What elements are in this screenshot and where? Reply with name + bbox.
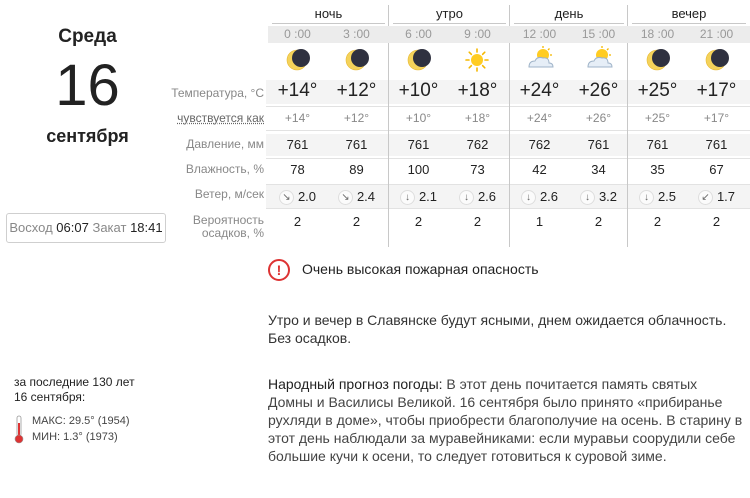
hour-7: 21 :00: [699, 27, 734, 41]
folk-text: В этот день почитается память святых Домны и Василисы Великой. 16 сентября было принято «прибиранье рухляди в доме», чтобы приобрести благополучие на осень. В старину в этот день наблюдали за муравейниками: если муравьи соорудили себе большие кучи к осени, то следует готовиться к суровой зиме.: [268, 376, 743, 464]
wind-direction-icon: ↘: [279, 190, 294, 205]
pressure-value: 762: [466, 137, 489, 152]
precip-value: 2: [473, 214, 482, 229]
row-divider: [266, 130, 750, 131]
hour-2: 6 :00: [405, 27, 432, 41]
row-label-precip: Вероятность: [192, 213, 264, 227]
wind-speed: 3.2: [598, 189, 618, 204]
wind-direction-icon: ↓: [580, 190, 595, 205]
precip-value: 2: [594, 214, 603, 229]
wind-speed: 1.7: [716, 189, 736, 204]
humidity-value: 34: [591, 162, 606, 177]
row-label-wind: Ветер, м/сек: [194, 187, 264, 201]
wind-value: [510, 189, 569, 205]
row-label-feel: чувствуется как: [177, 111, 264, 125]
thermometer-icon: [14, 415, 24, 445]
wind-direction-icon: ↘: [338, 190, 353, 205]
moon-icon: [400, 45, 436, 75]
feel-value: +12°: [343, 111, 370, 125]
wind-speed: 2.1: [418, 189, 438, 204]
temp-value: +25°: [637, 80, 678, 101]
month: сентября: [46, 126, 129, 146]
period-underline: [632, 23, 746, 24]
wind-value: [389, 189, 448, 205]
wind-speed: 2.6: [539, 189, 559, 204]
fire-alert: [268, 258, 743, 281]
wind-speed: 2.6: [477, 189, 497, 204]
wind-value: [327, 189, 386, 205]
precip-value: 2: [414, 214, 423, 229]
hour-5: 15 :00: [581, 27, 616, 41]
sun-cloud-icon: [580, 45, 616, 75]
warning-icon: !: [268, 259, 290, 281]
humidity-value: 100: [407, 162, 430, 177]
pressure-value: 761: [587, 137, 610, 152]
hour-3: 9 :00: [464, 27, 491, 41]
temp-value: +12°: [336, 80, 377, 101]
period-underline: [272, 23, 385, 24]
temp-value: +17°: [696, 80, 737, 101]
temp-value: +26°: [578, 80, 619, 101]
row-label-temp: Температура, °C: [171, 86, 264, 100]
precip-value: 2: [352, 214, 361, 229]
wind-direction-icon: ↓: [459, 190, 474, 205]
moon-icon: [639, 45, 675, 75]
sun-cloud-icon: [521, 45, 557, 75]
history-line2: 16 сентября:: [14, 390, 86, 404]
feel-value: +24°: [526, 111, 553, 125]
wind-direction-icon: ↓: [521, 190, 536, 205]
pressure-value: 761: [407, 137, 430, 152]
weekday: Среда: [58, 26, 117, 47]
wind-value: [448, 189, 507, 205]
humidity-value: 73: [470, 162, 485, 177]
pressure-value: 761: [646, 137, 669, 152]
feel-value: +18°: [464, 111, 491, 125]
wind-value: [268, 189, 327, 205]
humidity-value: 67: [709, 162, 724, 177]
folk-forecast: [268, 375, 743, 465]
weather-description: Утро и вечер в Славянске будут ясными, днем ожидается облачность. Без осадков.: [268, 312, 727, 346]
row-label-humidity: Влажность, %: [185, 162, 264, 176]
row-divider: [266, 184, 750, 185]
period-underline: [514, 23, 624, 24]
row-divider: [266, 208, 750, 209]
hour-1: 3 :00: [343, 27, 370, 41]
feel-value: +26°: [585, 111, 612, 125]
precip-value: 1: [535, 214, 544, 229]
humidity-value: 89: [349, 162, 364, 177]
pressure-value: 762: [528, 137, 551, 152]
wind-direction-icon: ↓: [400, 190, 415, 205]
alert-text: Очень высокая пожарная опасность: [302, 261, 539, 277]
precip-value: 2: [712, 214, 721, 229]
moon-icon: [279, 45, 315, 75]
wind-speed: 2.4: [356, 189, 376, 204]
sunrise-time: 06:07: [56, 220, 89, 235]
moon-icon: [698, 45, 734, 75]
wind-speed: 2.0: [297, 189, 317, 204]
period-underline: [393, 23, 506, 24]
row-divider: [266, 106, 750, 107]
row-label-pressure: Давление, мм: [186, 137, 264, 151]
history-line1: за последние 130 лет: [14, 375, 135, 389]
sun-icon: [459, 45, 495, 75]
wind-value: [569, 189, 628, 205]
humidity-value: 78: [290, 162, 305, 177]
humidity-value: 42: [532, 162, 547, 177]
temp-value: +18°: [457, 80, 498, 101]
precip-value: 2: [653, 214, 662, 229]
sunset-time: 18:41: [130, 220, 163, 235]
day-number: 16: [55, 53, 120, 118]
pressure-value: 761: [345, 137, 368, 152]
temp-value: +14°: [277, 80, 318, 101]
row-divider: [266, 158, 750, 159]
sunrise-label: Восход: [9, 220, 53, 235]
moon-icon: [338, 45, 374, 75]
hour-0: 0 :00: [284, 27, 311, 41]
wind-speed: 2.5: [657, 189, 677, 204]
precip-value: 2: [293, 214, 302, 229]
temp-value: +24°: [519, 80, 560, 101]
history-block: [14, 375, 184, 405]
period-1: утро: [436, 6, 463, 21]
history-min: МИН: 1.3° (1973): [32, 431, 118, 443]
period-2: день: [554, 6, 584, 21]
hour-6: 18 :00: [640, 27, 675, 41]
wind-value: [687, 189, 746, 205]
pressure-value: 761: [286, 137, 309, 152]
temp-value: +10°: [398, 80, 439, 101]
feel-value: +17°: [703, 111, 730, 125]
history-max: МАКС: 29.5° (1954): [32, 415, 130, 427]
feel-value: +25°: [644, 111, 671, 125]
hour-4: 12 :00: [522, 27, 557, 41]
period-3: вечер: [671, 6, 707, 21]
wind-direction-icon: ↙: [698, 190, 713, 205]
wind-direction-icon: ↓: [639, 190, 654, 205]
sunset-label: Закат: [92, 220, 127, 235]
row-label-precip-2: осадков, %: [201, 226, 264, 240]
pressure-value: 761: [705, 137, 728, 152]
feel-value: +10°: [405, 111, 432, 125]
period-0: ночь: [314, 6, 343, 21]
wind-value: [628, 189, 687, 205]
folk-title: Народный прогноз погоды:: [268, 376, 443, 392]
feel-value: +14°: [284, 111, 311, 125]
humidity-value: 35: [650, 162, 665, 177]
